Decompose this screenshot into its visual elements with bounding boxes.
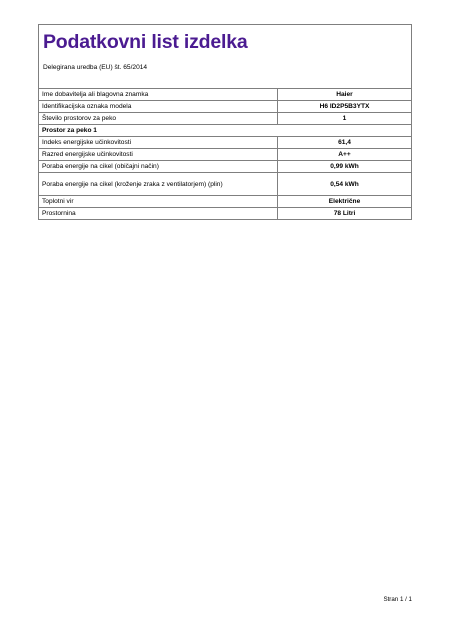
row-label-cavities: Število prostorov za peko [39, 113, 278, 125]
row-value-heat-source: Električne [278, 196, 412, 208]
page-number: Stran 1 / 1 [383, 596, 412, 603]
regulation-subtitle: Delegirana uredba (EU) št. 65/2014 [43, 64, 148, 71]
table-row [39, 196, 412, 208]
table-row [39, 173, 412, 196]
row-value-forced-air: 0,54 kWh [278, 173, 412, 196]
row-label-conventional: Poraba energije na cikel (običajni način) [39, 161, 278, 173]
section-heading-cavity-1: Prostor za peko 1 [39, 125, 412, 137]
row-label-heat-source: Toplotni vir [39, 196, 278, 208]
row-value-eei: 61,4 [278, 137, 412, 149]
row-value-cavities: 1 [278, 113, 412, 125]
sheet-header [38, 24, 412, 88]
row-label-energy-class: Razred energijske učinkovitosti [39, 149, 278, 161]
row-value-model: H6 ID2P5B3YTX [278, 101, 412, 113]
table-row [39, 113, 412, 125]
table-row [39, 89, 412, 101]
row-label-brand: Ime dobavitelja ali blagovna znamka [39, 89, 278, 101]
row-value-energy-class: A++ [278, 149, 412, 161]
row-value-brand: Haier [278, 89, 412, 101]
page-title: Podatkovni list izdelka [43, 31, 248, 53]
table-row [39, 101, 412, 113]
row-label-forced-air: Poraba energije na cikel (kroženje zraka z ventilatorjem) (plin) [39, 173, 278, 196]
table-row [39, 149, 412, 161]
row-value-volume: 78 Litri [278, 208, 412, 220]
product-data-table [38, 88, 412, 220]
table-row [39, 161, 412, 173]
row-value-conventional: 0,99 kWh [278, 161, 412, 173]
row-label-eei: Indeks energijske učinkovitosti [39, 137, 278, 149]
row-label-model: Identifikacijska oznaka modela [39, 101, 278, 113]
product-data-sheet [38, 24, 412, 220]
table-section-row [39, 125, 412, 137]
table-row [39, 208, 412, 220]
row-label-volume: Prostornina [39, 208, 278, 220]
table-row [39, 137, 412, 149]
